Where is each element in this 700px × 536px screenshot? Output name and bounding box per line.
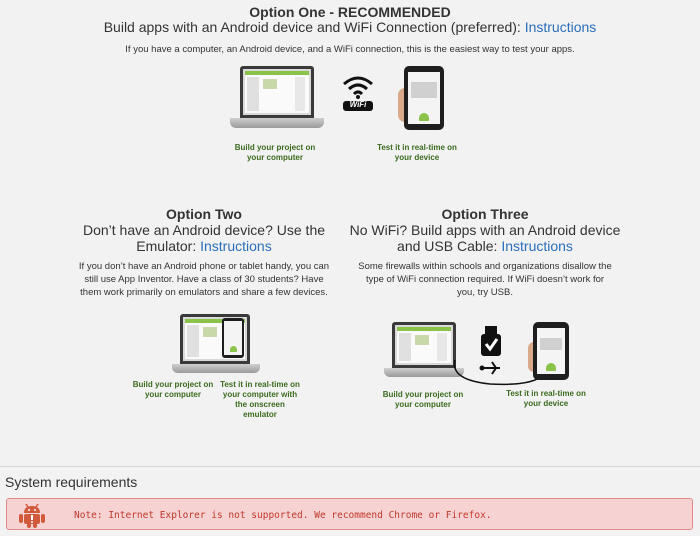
- section-divider: [0, 466, 700, 467]
- option-three-caption-left: Build your project on your computer: [382, 390, 464, 409]
- emulator-phone: [222, 318, 244, 358]
- laptop-illustration: [230, 66, 324, 132]
- option-three-subtitle-line: and USB Cable: Instructions: [397, 238, 573, 254]
- option-three-subtitle-line: No WiFi? Build apps with an Android device: [349, 222, 621, 238]
- laptop-screen: [240, 66, 314, 118]
- option-one-description: If you have a computer, an Android device, and a WiFi connection, this is the easiest way to test your apps.: [125, 44, 575, 55]
- option-three-instructions-link[interactable]: Instructions: [501, 238, 573, 254]
- option-one-caption-right: Test it in real-time on your device: [377, 143, 457, 162]
- phone-in-hand-illustration: [398, 66, 450, 134]
- option-three-header: [340, 206, 630, 254]
- option-three-caption-right: Test it in real-time on your device: [506, 389, 586, 408]
- option-two-instructions-link[interactable]: Instructions: [200, 238, 272, 254]
- option-two-heading: Option Two: [166, 206, 242, 222]
- wifi-label: WiFi: [349, 100, 367, 109]
- option-two-caption-right: Test it in real-time on your computer with the onscreen emulator: [220, 380, 300, 419]
- phone-in-hand-illustration: [528, 322, 572, 382]
- option-two-header: [54, 206, 354, 254]
- option-one-instructions-link[interactable]: Instructions: [524, 19, 597, 35]
- option-three-heading: Option Three: [441, 206, 529, 222]
- option-two-subtitle-line: Emulator: Instructions: [136, 238, 272, 254]
- option-one-subtitle-text: Build apps with an Android device and WiFi Connection (preferred):: [103, 19, 521, 35]
- option-three-description: Some firewalls within schools and organizations disallow the type of WiFi connection required. If WiFi doesn’t work for you, try USB.: [358, 261, 612, 298]
- android-robot-icon: [17, 502, 47, 528]
- option-one-subtitle: [0, 19, 700, 35]
- option-one-heading: Option One - RECOMMENDED: [249, 4, 451, 20]
- option-two-description: If you don’t have an Android phone or tablet handy, you can still use App Inventor. Have a class of 30 students? Have them work primarily on emulators and share a few devices.: [78, 261, 330, 298]
- browser-warning-text: Note: Internet Explorer is not supported. We recommend Chrome or Firefox.: [74, 510, 492, 521]
- option-two-subtitle-line: Don’t have an Android device? Use the: [82, 222, 326, 238]
- browser-warning-alert: [6, 498, 693, 530]
- system-requirements-title: System requirements: [5, 474, 138, 490]
- option-two-caption-left: Build your project on your computer: [132, 380, 214, 399]
- laptop-emulator-illustration: [172, 314, 260, 376]
- wifi-icon: [340, 70, 376, 112]
- option-one-caption-left: Build your project on your computer: [234, 143, 316, 162]
